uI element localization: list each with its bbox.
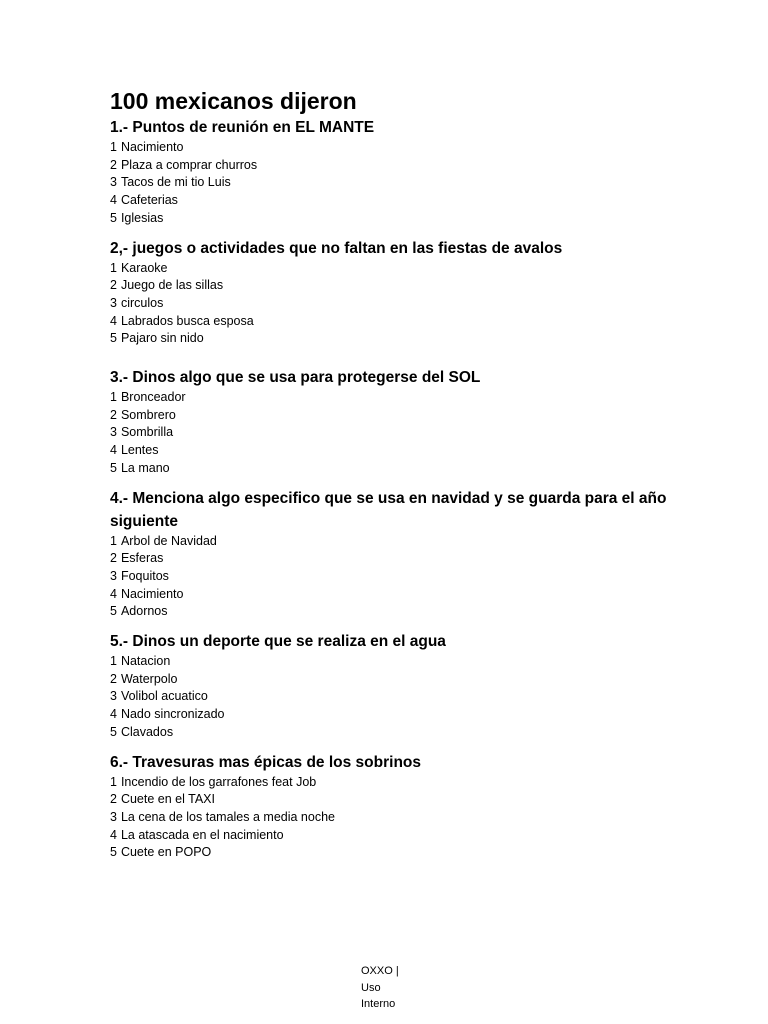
question-heading: 6.- Travesuras mas épicas de los sobrinos: [110, 753, 422, 771]
question-section: [110, 237, 670, 349]
question-heading: 2,- juegos o actividades que no faltan en las fiestas de avalos: [110, 239, 563, 257]
answer-number: 3: [110, 425, 117, 440]
answer-item: [110, 442, 670, 460]
question-heading: 1.- Puntos de reunión en EL MANTE: [110, 119, 375, 136]
answer-number: 2: [110, 671, 117, 686]
question-section: [110, 751, 670, 863]
answer-number: 5: [110, 210, 117, 225]
answer-item: [110, 844, 670, 862]
answer-text: Volibol acuatico: [120, 689, 208, 704]
answer-item: [110, 277, 670, 295]
answer-text: Incendio de los garrafones feat Job: [120, 774, 317, 789]
answer-text: Cafeterias: [120, 193, 178, 208]
answer-text: Labrados busca esposa: [120, 313, 254, 328]
question-heading: 3.- Dinos algo que se usa para protegerse del SOL: [110, 369, 481, 387]
answer-item: [110, 424, 670, 442]
answer-text: Arbol de Navidad: [120, 533, 217, 548]
answer-item: [110, 407, 670, 425]
answer-text: Iglesias: [120, 210, 164, 225]
answer-number: 1: [110, 654, 117, 669]
answer-number: 2: [110, 551, 117, 566]
answer-number: 1: [110, 533, 117, 548]
answer-number: 3: [110, 809, 117, 824]
answer-item: [110, 157, 670, 175]
answer-text: La mano: [120, 460, 170, 475]
answer-item: [110, 533, 670, 551]
answer-list: [110, 139, 670, 228]
answer-item: [110, 260, 670, 278]
answer-text: circulos: [120, 295, 164, 310]
answer-number: 2: [110, 278, 117, 293]
question-heading: 4.- Menciona algo especifico que se usa en navidad y se guarda para el año siguiente: [110, 489, 667, 530]
answer-text: Lentes: [120, 443, 159, 458]
answer-item: [110, 653, 670, 671]
answer-number: 1: [110, 774, 117, 789]
question-section: [110, 630, 670, 742]
answer-item: [110, 389, 670, 407]
answer-number: 5: [110, 460, 117, 475]
answer-number: 5: [110, 604, 117, 619]
answer-item: [110, 706, 670, 724]
answer-item: [110, 192, 670, 210]
answer-text: Sombrero: [120, 407, 176, 422]
answer-text: Bronceador: [120, 390, 186, 405]
answer-text: Karaoke: [120, 260, 168, 275]
answer-text: Waterpolo: [120, 671, 178, 686]
answer-number: 2: [110, 157, 117, 172]
answer-number: 4: [110, 313, 117, 328]
answer-item: [110, 174, 670, 192]
answer-text: Pajaro sin nido: [120, 331, 204, 346]
sections-container: [110, 116, 670, 862]
answer-text: Juego de las sillas: [120, 278, 224, 293]
answer-item: [110, 724, 670, 742]
answer-item: [110, 791, 670, 809]
answer-text: Nado sincronizado: [120, 707, 225, 722]
answer-number: 2: [110, 792, 117, 807]
answer-item: [110, 671, 670, 689]
answer-item: [110, 313, 670, 331]
question-heading: 5.- Dinos un deporte que se realiza en el agua: [110, 633, 446, 651]
footer-line-3: Interno: [361, 998, 396, 1010]
answer-item: [110, 139, 670, 157]
answer-text: Foquitos: [120, 568, 169, 583]
answer-item: [110, 774, 670, 792]
answer-item: [110, 688, 670, 706]
answer-text: Nacimiento: [120, 140, 184, 154]
answer-text: Plaza a comprar churros: [120, 157, 258, 172]
answer-text: Esferas: [120, 551, 164, 566]
answer-list: [110, 774, 670, 863]
answer-text: Cuete en el TAXI: [120, 792, 215, 807]
answer-text: Clavados: [120, 724, 174, 739]
answer-list: [110, 653, 670, 742]
answer-text: Cuete en POPO: [120, 845, 212, 860]
answer-number: 3: [110, 568, 117, 583]
answer-number: 5: [110, 331, 117, 346]
document-title: 100 mexicanos dijeron: [110, 88, 357, 114]
footer-line-2: Uso: [361, 981, 381, 994]
footer-line-1: OXXO |: [361, 965, 399, 977]
answer-text: Sombrilla: [120, 425, 174, 440]
answer-number: 2: [110, 407, 117, 422]
answer-text: La atascada en el nacimiento: [120, 827, 284, 842]
answer-list: [110, 260, 670, 349]
answer-item: [110, 550, 670, 568]
answer-item: [110, 827, 670, 845]
answer-number: 3: [110, 295, 117, 310]
answer-list: [110, 389, 670, 478]
answer-number: 4: [110, 443, 117, 458]
answer-number: 4: [110, 586, 117, 601]
answer-number: 5: [110, 845, 117, 860]
answer-list: [110, 533, 670, 622]
answer-item: [110, 330, 670, 348]
answer-number: 4: [110, 827, 117, 842]
answer-item: [110, 460, 670, 478]
classification-footer: [361, 963, 421, 1013]
answer-item: [110, 586, 670, 604]
question-section: [110, 366, 670, 478]
question-section: [110, 487, 670, 622]
answer-text: La cena de los tamales a media noche: [120, 809, 335, 824]
answer-item: [110, 568, 670, 586]
answer-item: [110, 210, 670, 228]
answer-number: 1: [110, 260, 117, 275]
answer-item: [110, 603, 670, 621]
answer-item: [110, 809, 670, 827]
answer-number: 4: [110, 193, 117, 208]
answer-number: 1: [110, 390, 117, 405]
answer-item: [110, 295, 670, 313]
answer-text: Nacimiento: [120, 586, 184, 601]
answer-number: 5: [110, 724, 117, 739]
question-section: [110, 116, 670, 228]
answer-text: Adornos: [120, 604, 168, 619]
answer-text: Natacion: [120, 654, 171, 669]
answer-number: 4: [110, 707, 117, 722]
answer-number: 3: [110, 689, 117, 704]
answer-number: 3: [110, 175, 117, 190]
document-body: [110, 86, 670, 862]
answer-number: 1: [110, 140, 117, 154]
answer-text: Tacos de mi tio Luis: [120, 175, 231, 190]
